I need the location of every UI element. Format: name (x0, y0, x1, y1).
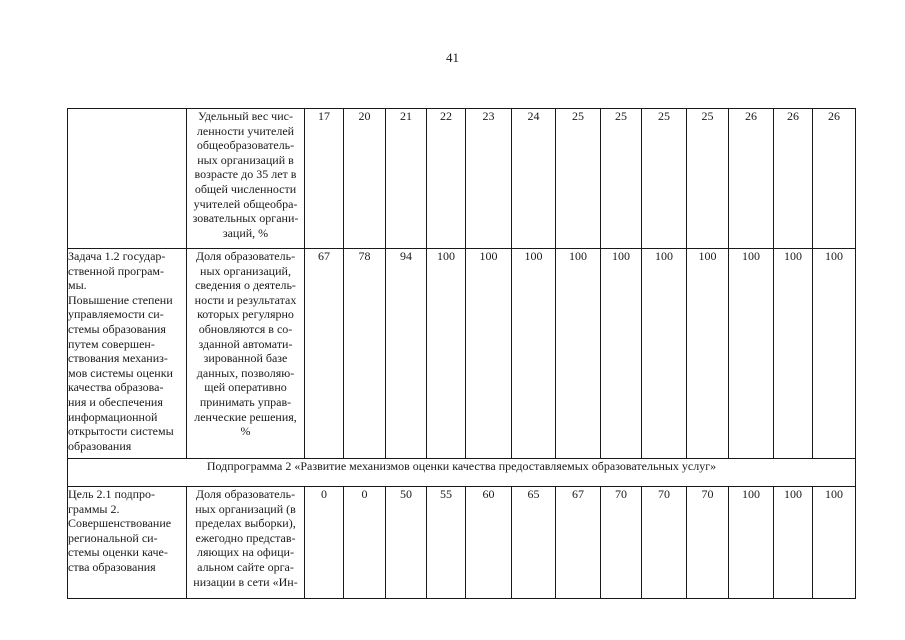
goal-cell: Цель 2.1 подпро- граммы 2. Совершенствование региональной си- стемы оценки каче- ства образования (68, 487, 187, 599)
value-cell: 100 (512, 249, 556, 459)
value-cell: 22 (427, 109, 466, 249)
value-cell: 26 (774, 109, 813, 249)
value-cell: 100 (642, 249, 687, 459)
value-cell: 21 (386, 109, 427, 249)
indicator-cell: Доля образователь- ных организаций, сведения о деятель- ности и результатах которых регулярно обновляются в со- зданной автомати- зированной базе данных, позволяю- щей оперативно принимать управ- ленческие решения, % (187, 249, 305, 459)
table-row (68, 249, 856, 459)
subprogram-row (68, 459, 856, 487)
value-cell: 67 (556, 487, 601, 599)
value-cell: 17 (305, 109, 344, 249)
indicator-cell: Доля образователь- ных организаций (в пределах выборки), ежегодно представ- ляющих на офици- альном сайте орга- низации в сети «Ин- (187, 487, 305, 599)
table-row (68, 109, 856, 249)
value-cell: 26 (813, 109, 856, 249)
value-cell: 100 (427, 249, 466, 459)
subprogram-title: Подпрограмма 2 «Развитие механизмов оценки качества предоставляемых образовательных услуг» (68, 459, 856, 487)
value-cell: 60 (466, 487, 512, 599)
value-cell: 26 (729, 109, 774, 249)
indicators-table (67, 108, 856, 599)
value-cell: 20 (344, 109, 386, 249)
value-cell: 0 (344, 487, 386, 599)
value-cell: 50 (386, 487, 427, 599)
table-row (68, 487, 856, 599)
value-cell: 25 (601, 109, 642, 249)
value-cell: 25 (687, 109, 729, 249)
goal-cell: Задача 1.2 государ- ственной програм- мы. Повышение степени управляемости си- стемы образования путем совершен- ствования механиз- мов системы оценки качества образова- ния и обеспечения информационной открытости системы образования (68, 249, 187, 459)
value-cell: 70 (687, 487, 729, 599)
value-cell: 100 (687, 249, 729, 459)
value-cell: 25 (556, 109, 601, 249)
value-cell: 100 (729, 249, 774, 459)
value-cell: 100 (601, 249, 642, 459)
value-cell: 100 (556, 249, 601, 459)
value-cell: 65 (512, 487, 556, 599)
value-cell: 94 (386, 249, 427, 459)
value-cell: 55 (427, 487, 466, 599)
value-cell: 100 (466, 249, 512, 459)
value-cell: 67 (305, 249, 344, 459)
value-cell: 25 (642, 109, 687, 249)
value-cell: 0 (305, 487, 344, 599)
value-cell: 70 (601, 487, 642, 599)
value-cell: 100 (813, 487, 856, 599)
value-cell: 78 (344, 249, 386, 459)
value-cell: 24 (512, 109, 556, 249)
value-cell: 100 (729, 487, 774, 599)
value-cell: 23 (466, 109, 512, 249)
value-cell: 100 (774, 249, 813, 459)
value-cell: 100 (813, 249, 856, 459)
value-cell: 70 (642, 487, 687, 599)
page-number: 41 (446, 50, 459, 65)
goal-cell (68, 109, 187, 249)
value-cell: 100 (774, 487, 813, 599)
indicator-cell: Удельный вес чис- ленности учителей общеобразователь- ных организаций в возрасте до 35 лет в общей численности учителей общеобра- зовательных органи- заций, % (187, 109, 305, 249)
